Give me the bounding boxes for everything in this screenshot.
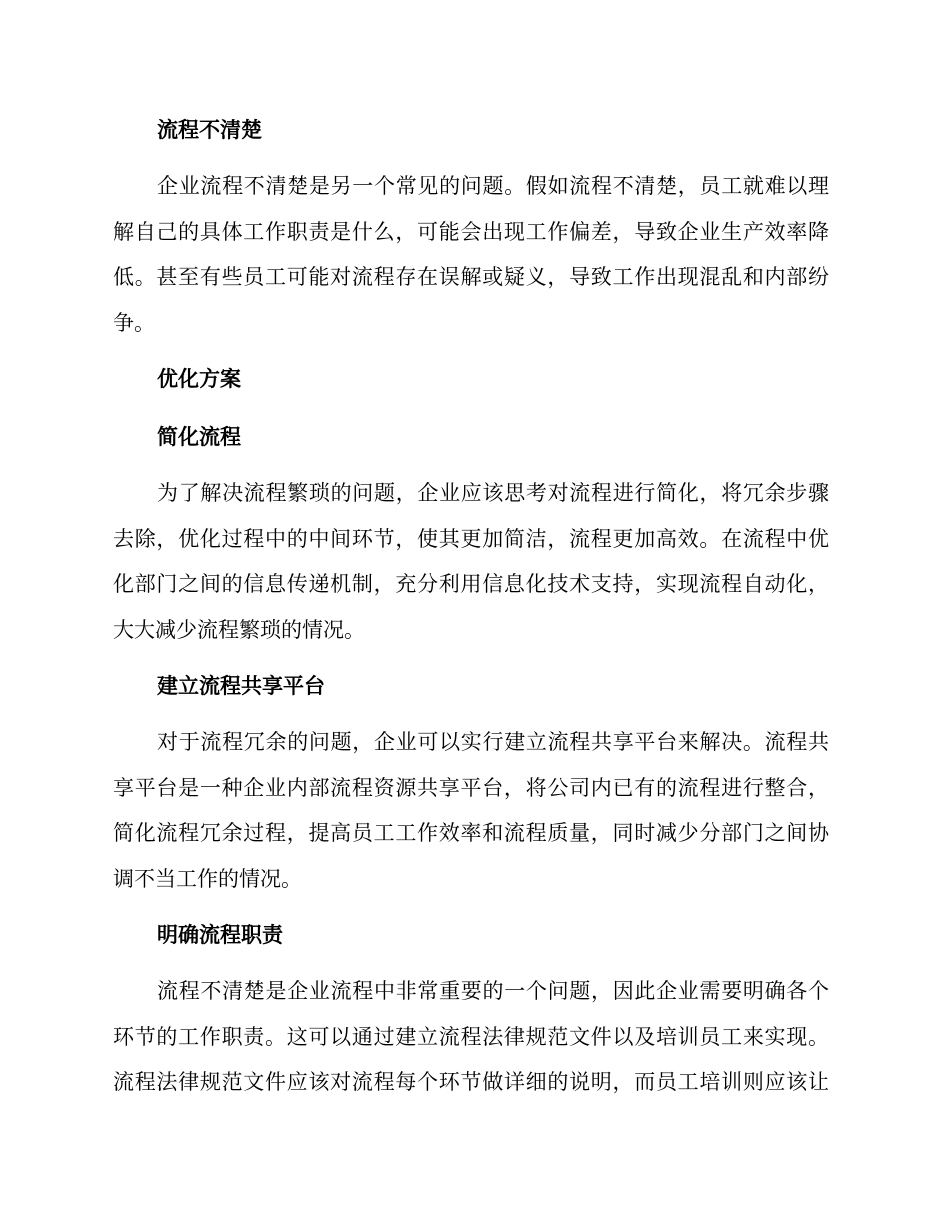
- paragraph-shared-platform: [113, 720, 829, 902]
- paragraph-line: 争。: [113, 310, 155, 335]
- paragraph-line: 对于流程冗余的问题，企业可以实行建立流程共享平台来解决。流程共: [157, 730, 829, 754]
- section-heading-simplify-process: 简化流程: [157, 425, 241, 449]
- paragraph-unclear-process: [113, 164, 829, 346]
- paragraph-line: 去除，优化过程中的中间环节，使其更加简洁，流程更加高效。在流程中优: [113, 526, 829, 551]
- section-heading-shared-platform: 建立流程共享平台: [157, 674, 325, 698]
- paragraph-line: 调不当工作的情况。: [113, 866, 302, 891]
- paragraph-line: 流程法律规范文件应该对流程每个环节做详细的说明，而员工培训则应该让: [113, 1070, 829, 1094]
- paragraph-line: 环节的工作职责。这可以通过建立流程法律规范文件以及培训员工来实现。: [113, 1024, 829, 1049]
- paragraph-simplify-process: [113, 471, 829, 653]
- paragraph-clarify-responsibilities: [113, 969, 829, 1106]
- paragraph-line: 企业流程不清楚是另一个常见的问题。假如流程不清楚，员工就难以理: [157, 174, 829, 198]
- paragraph-line: 化部门之间的信息传递机制，充分利用信息化技术支持，实现流程自动化，: [113, 572, 829, 596]
- paragraph-line: 流程不清楚是企业流程中非常重要的一个问题，因此企业需要明确各个: [157, 979, 829, 1003]
- section-heading-optimization-plan: 优化方案: [157, 367, 241, 391]
- section-heading-unclear-process: 流程不清楚: [157, 118, 262, 142]
- paragraph-line: 为了解决流程繁琐的问题，企业应该思考对流程进行简化，将冗余步骤: [157, 481, 829, 505]
- section-heading-clarify-responsibilities: 明确流程职责: [157, 923, 283, 947]
- paragraph-line: 享平台是一种企业内部流程资源共享平台，将公司内已有的流程进行整合，: [113, 775, 829, 800]
- paragraph-line: 低。甚至有些员工可能对流程存在误解或疑义，导致工作出现混乱和内部纷: [113, 265, 829, 289]
- paragraph-line: 解自己的具体工作职责是什么，可能会出现工作偏差，导致企业生产效率降: [113, 219, 829, 244]
- paragraph-line: 简化流程冗余过程，提高员工工作效率和流程质量，同时减少分部门之间协: [113, 821, 829, 845]
- paragraph-line: 大大减少流程繁琐的情况。: [113, 617, 365, 642]
